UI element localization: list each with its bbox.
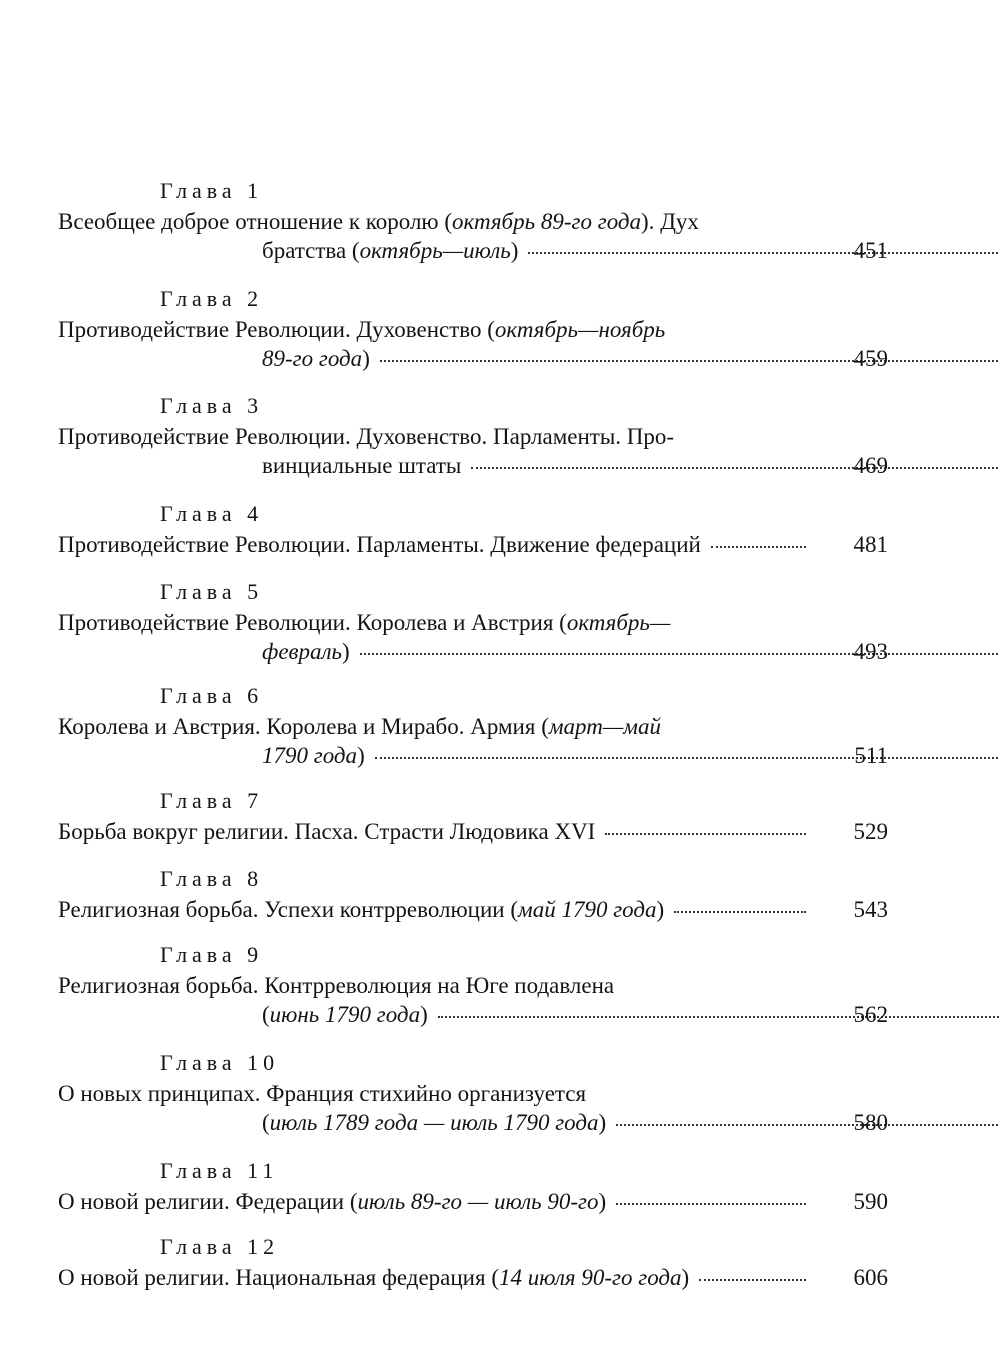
page-number: 469 — [853, 453, 888, 478]
entry-title: Всеобщее доброе отношение к королю ( — [58, 209, 453, 234]
toc-entry[interactable] — [58, 393, 898, 480]
entry-title-italic: октябрь 89-го года — [452, 209, 642, 234]
page-number: 511 — [854, 743, 888, 768]
entry-title: Противодействие Революции. Духовенство ( — [58, 317, 495, 342]
entry-title-italic: июнь 1790 года — [269, 1002, 421, 1027]
chapter-label: Глава 7 — [160, 788, 264, 813]
entry-title-italic: март—май — [548, 714, 661, 739]
page-number: 606 — [853, 1265, 888, 1290]
entry-title: ) — [598, 1189, 607, 1214]
entry-title: ). Дух — [641, 209, 699, 234]
entry-title: О новых принципах. Франция стихийно организуется — [58, 1081, 587, 1106]
entry-title: Религиозная борьба. Контрреволюция на Юге подавлена — [58, 973, 615, 998]
entry-title: братства ( — [262, 238, 360, 263]
entry-title-italic: май 1790 года — [518, 897, 657, 922]
entry-title: ) — [357, 743, 365, 768]
leader-dots — [616, 1203, 806, 1205]
toc-entry[interactable] — [58, 788, 898, 846]
leader-dots — [438, 1016, 1000, 1018]
entry-title: ) — [681, 1265, 690, 1290]
page-number: 590 — [853, 1189, 888, 1214]
page-number: 459 — [853, 346, 888, 371]
chapter-label: Глава 8 — [160, 866, 264, 891]
leader-dots — [616, 1124, 1000, 1126]
entry-title: винциальные штаты — [262, 453, 462, 478]
toc-entry[interactable] — [58, 1158, 898, 1216]
leader-dots — [605, 833, 806, 835]
leader-dots — [360, 653, 1000, 655]
page-number: 580 — [853, 1110, 888, 1135]
chapter-label: Глава 5 — [160, 579, 264, 604]
toc-entry[interactable] — [58, 942, 898, 1029]
page-number: 481 — [853, 532, 888, 557]
entry-title: ) — [342, 639, 350, 664]
toc-entry[interactable] — [58, 1234, 898, 1292]
leader-dots — [711, 546, 806, 548]
leader-dots — [380, 360, 1000, 362]
entry-title-italic: октябрь—июль — [359, 238, 511, 263]
entry-title: Борьба вокруг религии. Пасха. Страсти Людовика XVI — [58, 819, 596, 844]
chapter-label: Глава 1 — [160, 178, 264, 203]
page-number: 451 — [853, 238, 888, 263]
entry-title-italic: 14 июля 90-го года — [498, 1265, 682, 1290]
entry-title: ) — [362, 346, 370, 371]
page-number: 562 — [853, 1002, 888, 1027]
entry-title: Религиозная борьба. Успехи контрреволюции ( — [58, 897, 519, 922]
chapter-label: Глава 3 — [160, 393, 264, 418]
chapter-label: Глава 4 — [160, 501, 264, 526]
entry-title-italic: 89-го года — [262, 346, 363, 371]
page-number: 543 — [853, 897, 888, 922]
chapter-label: Глава 2 — [160, 286, 264, 311]
entry-title: ) — [656, 897, 665, 922]
entry-title: О новой религии. Национальная федерация ( — [58, 1265, 499, 1290]
toc-entry[interactable] — [58, 178, 898, 265]
entry-title: Противодействие Революции. Королева и Австрия ( — [58, 610, 567, 635]
entry-title: ) — [598, 1110, 607, 1135]
leader-dots — [375, 757, 1000, 759]
leader-dots — [699, 1279, 806, 1281]
entry-title: ) — [510, 238, 519, 263]
chapter-label: Глава 12 — [160, 1234, 280, 1259]
entry-title-italic: февраль — [262, 639, 343, 664]
page-number: 493 — [853, 639, 888, 664]
toc-entry[interactable] — [58, 1050, 898, 1137]
entry-title: ) — [420, 1002, 428, 1027]
entry-title: ( — [262, 1110, 270, 1135]
toc-entry[interactable] — [58, 501, 898, 559]
toc-entry[interactable] — [58, 866, 898, 924]
chapter-label: Глава 6 — [160, 683, 264, 708]
entry-title: Противодействие Революции. Парламенты. Движение федераций — [58, 532, 701, 557]
chapter-label: Глава 10 — [160, 1050, 280, 1075]
entry-title: Противодействие Революции. Духовенство. Парламенты. Про- — [58, 424, 675, 449]
entry-title-italic: октябрь—ноябрь — [494, 317, 666, 342]
entry-title: ( — [262, 1002, 270, 1027]
page-number: 529 — [853, 819, 888, 844]
entry-title: О новой религии. Федерации ( — [58, 1189, 358, 1214]
chapter-label: Глава 11 — [160, 1158, 279, 1183]
leader-dots — [528, 252, 1000, 254]
toc-entry[interactable] — [58, 579, 898, 666]
entry-title-italic: 1790 года — [262, 743, 358, 768]
entry-title-italic: октябрь— — [566, 610, 671, 635]
leader-dots — [471, 467, 1000, 469]
entry-title: Королева и Австрия. Королева и Мирабо. Армия ( — [58, 714, 549, 739]
entry-title-italic: июль 89-го — июль 90-го — [357, 1189, 599, 1214]
toc-entry[interactable] — [58, 286, 898, 373]
chapter-label: Глава 9 — [160, 942, 264, 967]
entry-title-italic: июль 1789 года — июль 1790 года — [269, 1110, 599, 1135]
leader-dots — [674, 911, 806, 913]
toc-entry[interactable] — [58, 683, 898, 770]
